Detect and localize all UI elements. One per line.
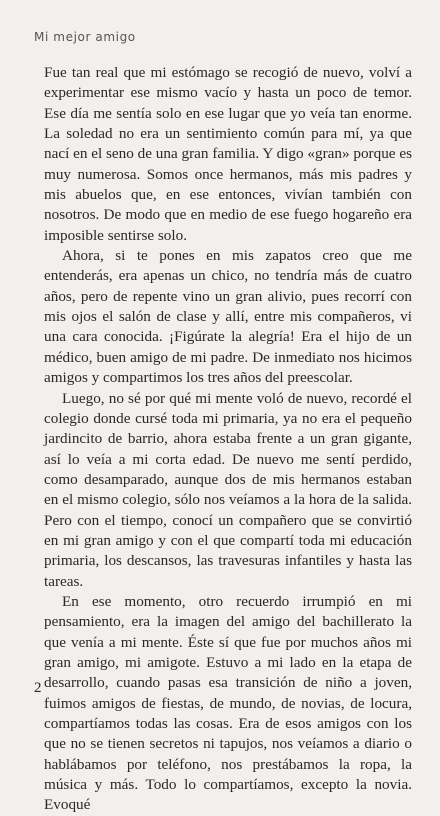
page-number: 2 [34,680,42,696]
paragraph-4: En ese momento, otro recuerdo irrumpió en mi pensamiento, era la imagen del amigo del bachillerato la que venía a mi mente. Éste sí que fue por muchos años mi gran amigo, mi amigote. Estuvo a mi lado en la etapa de desarrollo, cuando pasas esa transición de niño a joven, fuimos amigos de fiestas, de mundo, de novias, de locura, compartíamos todas las cosas. Era de esos amigos con los que no se tienen secretos ni tapujos, nos veíamos a diario o hablábamos por teléfono, nos prestábamos la ropa, la música y más. Todo lo compartíamos, excepto la novia. Evoqué [44,592,412,814]
paragraph-1: Fue tan real que mi estómago se recogió de nuevo, volví a experimentar ese mismo vacío y hasta un poco de temor. Ese día me sentía solo en ese lugar que yo veía tan enorme. La soledad no era un sentimiento común para mí, ya que nací en el seno de una gran familia. Y digo «gran» porque es muy numerosa. Somos once hermanos, más mis padres y mis abuelos que, en ese entonces, vivían también con nosotros. De modo que en medio de ese fuego hogareño era imposible sentirse solo. [44,64,412,244]
running-head: Mi mejor amigo [34,30,136,44]
paragraph-2: Ahora, si te pones en mis zapatos creo que me entenderás, era apenas un chico, no tendría más de cuatro años, pero de repente vino un gran alivio, pues recorrí con mis ojos el salón de clase y allí, entre mis compañeros, vi una cara conocida. ¡Figúrate la alegría! Era el hijo de un médico, buen amigo de mi padre. De inmediato nos hicimos amigos y compartimos los tres años del preescolar. [44,247,412,387]
page-body [44,63,412,816]
paragraph-3: Luego, no sé por qué mi mente voló de nuevo, recordé el colegio donde cursé toda mi primaria, ya no era el pequeño jardincito de barrio, ahora estaba frente a un gran gigante, así lo veía a mi corta edad. De nuevo me sentí perdido, como desamparado, aunque dos de mis hermanos estaban en el mismo colegio, sólo nos veíamos a la hora de la salida. Pero con el tiempo, conocí un compañero que se convirtió en mi gran amigo y con el que compartí toda mi educación primaria, los descansos, las travesuras infantiles y hasta las tareas. [44,389,412,590]
